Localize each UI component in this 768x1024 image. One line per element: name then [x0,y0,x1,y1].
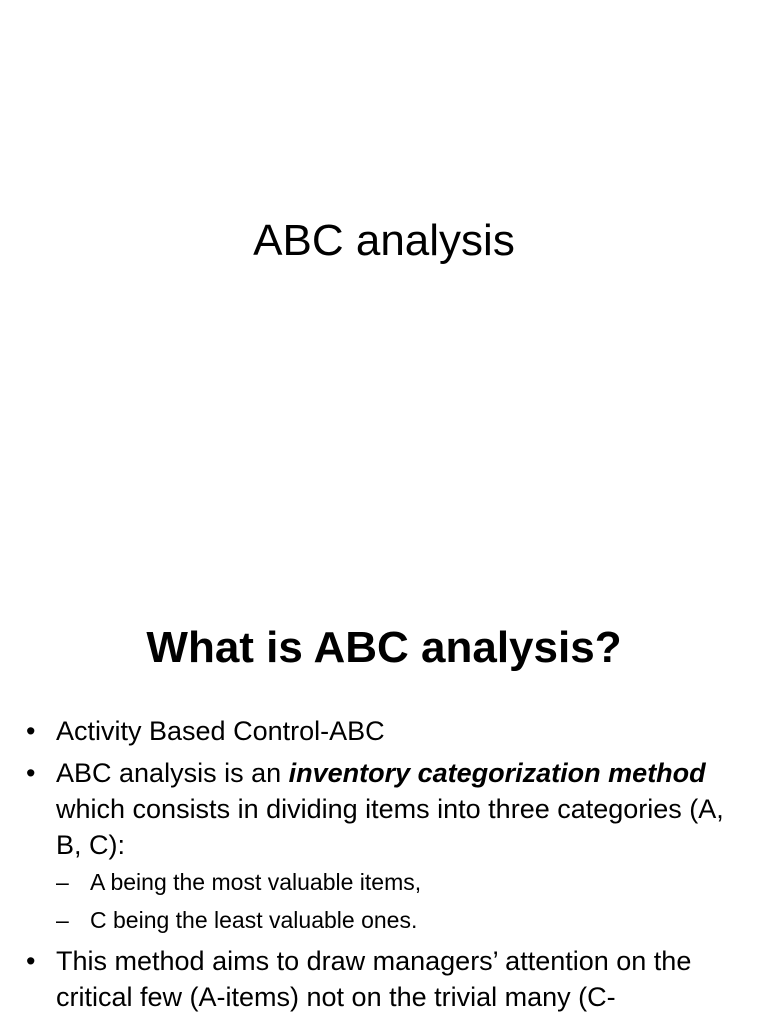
bullet-icon: • [26,758,36,788]
bullet-item [0,943,768,1015]
bullet-text: This method aims to draw managers’ attention on the critical few (A-items) not on the trivial many (C- [56,946,692,1012]
sub-item [56,905,738,935]
bullet-item [0,713,768,749]
bullet-list [0,713,768,1021]
bullet-emphasis: inventory categorization method [288,758,706,788]
dash-icon: – [56,907,69,933]
bullet-icon: • [26,716,36,746]
bullet-text: Activity Based Control-ABC [56,716,385,746]
bullet-item [0,755,768,935]
bullet-text-before: ABC analysis is an [56,758,289,788]
bullet-text-after: which consists in dividing items into three categories (A, B, C): [56,794,724,860]
slide-title: ABC analysis [253,216,515,265]
section-heading: What is ABC analysis? [146,623,622,672]
dash-icon: – [56,869,69,895]
sub-list [56,867,738,935]
sub-item-text: A being the most valuable items, [90,869,422,895]
bullet-icon: • [26,946,36,976]
sub-item-text: C being the least valuable ones. [90,907,418,933]
sub-item [56,867,738,897]
